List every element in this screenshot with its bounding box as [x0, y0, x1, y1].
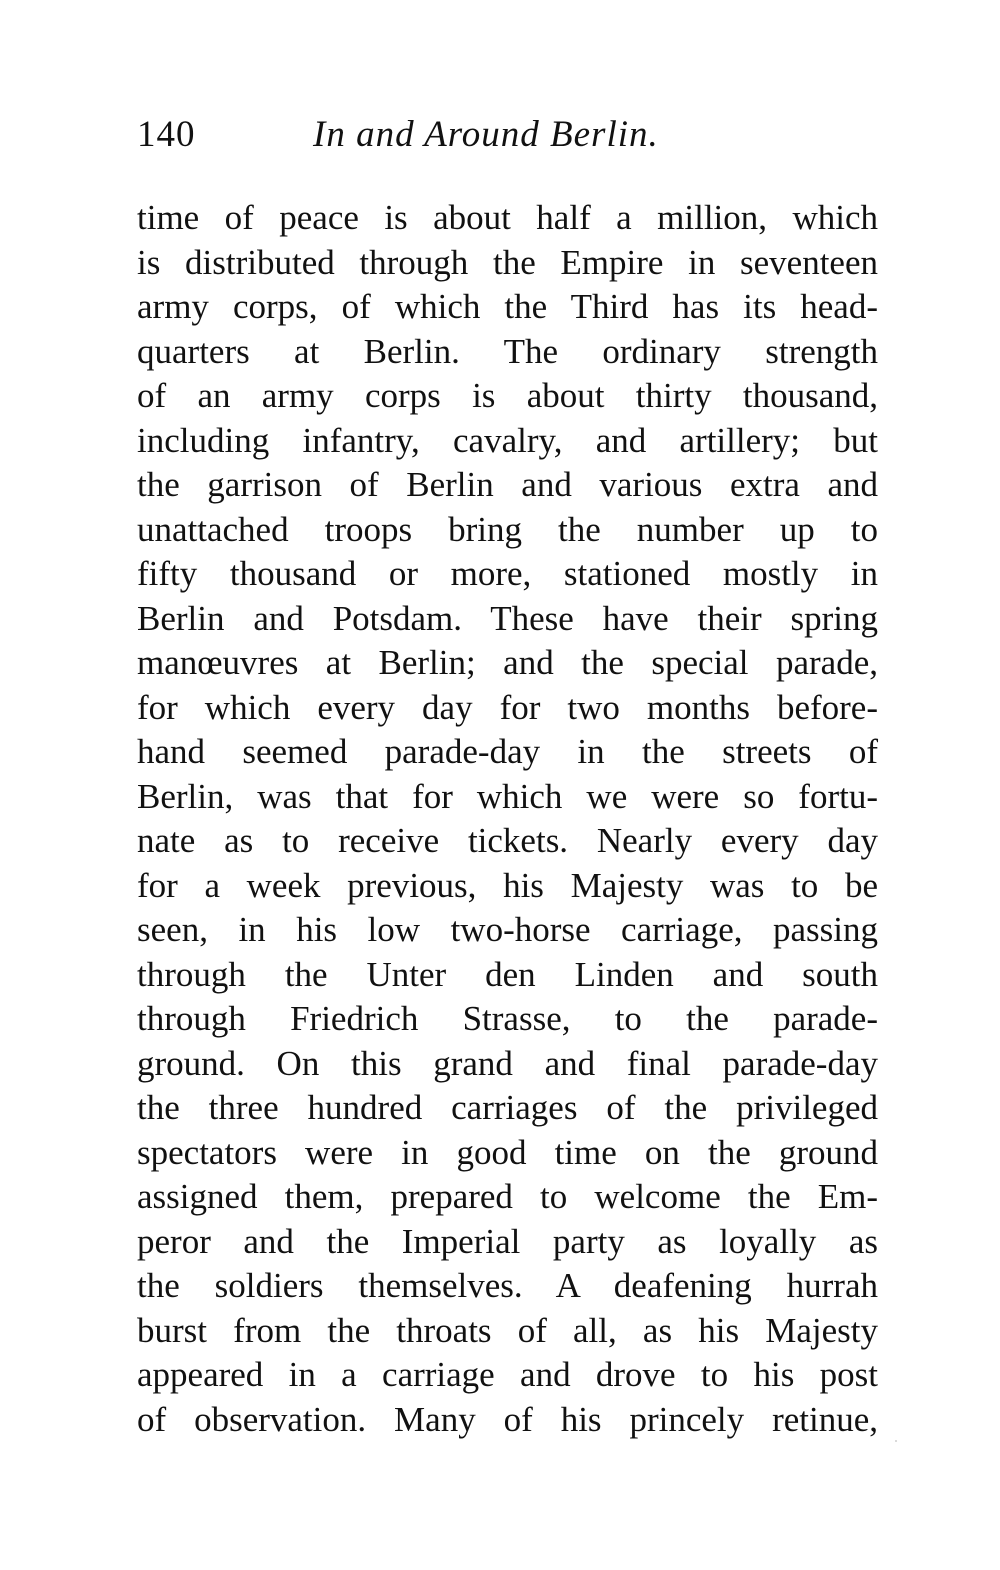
- text-line: burst from the throats of all, as his Majesty: [137, 1310, 878, 1350]
- text-line: unattached troops bring the number up to: [137, 509, 878, 549]
- text-line: for a week previous, his Majesty was to be: [137, 865, 878, 905]
- text-line: nate as to receive tickets. Nearly every day: [137, 821, 878, 860]
- text-line: quarters at Berlin. The ordinary strength: [137, 331, 878, 371]
- text-line: seen, in his low two-horse carriage, passing: [137, 910, 878, 949]
- text-line: army corps, of which the Third has its head-: [137, 287, 878, 326]
- text-line: through the Unter den Linden and south: [137, 954, 878, 994]
- text-line: hand seemed parade-day in the streets of: [137, 732, 878, 771]
- text-line: of an army corps is about thirty thousand,: [137, 376, 878, 415]
- text-line: manœuvres at Berlin; and the special parade,: [137, 643, 878, 682]
- text-line: peror and the Imperial party as loyally as: [137, 1221, 878, 1261]
- text-line: the three hundred carriages of the privileged: [137, 1088, 878, 1127]
- text-line: the garrison of Berlin and various extra and: [137, 465, 878, 504]
- page-header: [137, 107, 880, 163]
- text-line: including infantry, cavalry, and artillery; but: [137, 420, 878, 460]
- scan-speck: [895, 1440, 897, 1442]
- text-line: ground. On this grand and final parade-day: [137, 1043, 878, 1083]
- page-number: 140: [137, 114, 196, 155]
- text-line: for which every day for two months before-: [137, 687, 878, 727]
- text-line: through Friedrich Strasse, to the parade-: [137, 999, 878, 1038]
- text-line: is distributed through the Empire in seventeen: [137, 242, 878, 282]
- text-line: of observation. Many of his princely retinue,: [137, 1399, 878, 1439]
- body-text: [137, 196, 878, 1442]
- text-line: Berlin, was that for which we were so fortu-: [137, 776, 878, 816]
- running-title: In and Around Berlin.: [313, 114, 659, 155]
- text-line: spectators were in good time on the ground: [137, 1132, 878, 1172]
- text-line: fifty thousand or more, stationed mostly in: [137, 554, 878, 593]
- text-line: the soldiers themselves. A deafening hurrah: [137, 1266, 878, 1305]
- text-line: Berlin and Potsdam. These have their spring: [137, 598, 878, 638]
- text-line: time of peace is about half a million, which: [137, 198, 878, 237]
- text-line: appeared in a carriage and drove to his post: [137, 1355, 878, 1394]
- text-line: assigned them, prepared to welcome the Em-: [137, 1177, 878, 1216]
